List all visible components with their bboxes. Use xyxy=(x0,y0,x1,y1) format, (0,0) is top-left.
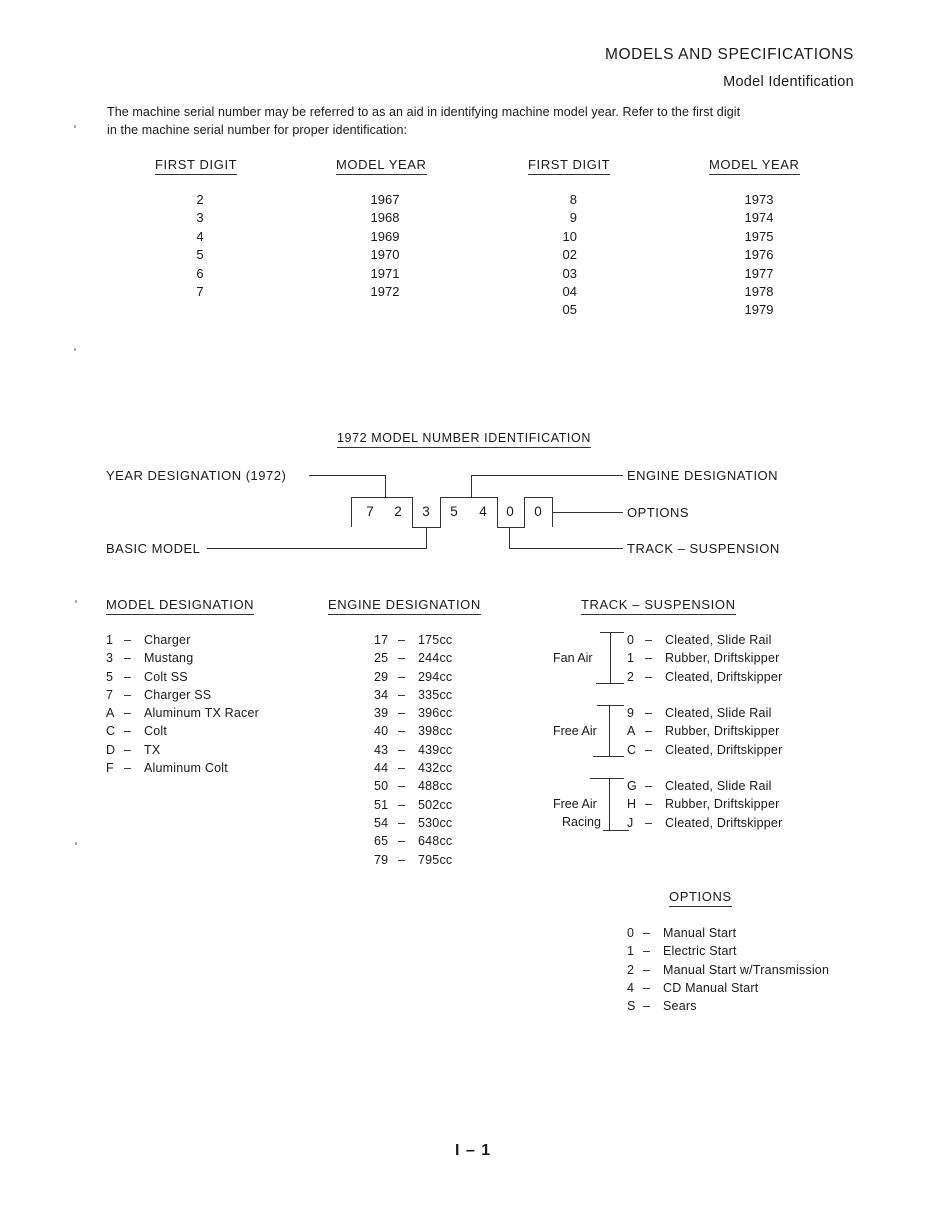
label-options: OPTIONS xyxy=(627,505,690,520)
item-dash: – xyxy=(645,669,653,684)
box-line xyxy=(497,497,498,528)
item-code: S xyxy=(627,999,636,1014)
table-cell: 1978 xyxy=(744,284,774,300)
list-item xyxy=(627,668,782,686)
leader-line xyxy=(471,475,623,476)
item-cc: 795cc xyxy=(418,852,453,867)
item-desc: Cleated, Driftskipper xyxy=(665,742,783,757)
table-cell: 02 xyxy=(562,247,577,263)
item-dash: – xyxy=(124,687,132,702)
left-year-column xyxy=(360,191,410,301)
item-dash: – xyxy=(643,926,651,940)
list-item xyxy=(106,704,259,722)
scan-speck xyxy=(74,125,76,128)
right-digit-column xyxy=(545,191,577,320)
list-item xyxy=(627,722,782,740)
model-digit: 4 xyxy=(479,504,487,519)
table-cell: 10 xyxy=(562,228,577,244)
item-dash: – xyxy=(645,651,653,666)
list-item xyxy=(627,649,782,667)
box-line xyxy=(351,497,413,498)
bracket-line xyxy=(590,778,624,779)
bracket-line xyxy=(610,632,611,683)
list-item xyxy=(627,704,782,722)
bracket-line xyxy=(597,705,624,706)
list-item xyxy=(374,631,452,649)
list-item xyxy=(374,704,452,722)
list-item xyxy=(374,668,452,686)
item-code: 0 xyxy=(627,926,635,940)
table-cell: 9 xyxy=(569,210,577,226)
engine-designation-title: ENGINE DESIGNATION xyxy=(328,597,481,615)
list-item xyxy=(106,631,259,649)
table-cell: 8 xyxy=(569,192,577,207)
list-item xyxy=(374,796,452,814)
item-code: 1 xyxy=(106,633,114,647)
list-item xyxy=(627,795,782,813)
list-item xyxy=(627,924,829,942)
bracket-line xyxy=(609,705,610,756)
table-cell: 1968 xyxy=(370,210,400,226)
list-item xyxy=(627,741,782,759)
item-desc: Electric Start xyxy=(663,944,737,959)
item-code: G xyxy=(627,779,637,793)
item-code: A xyxy=(106,706,115,721)
leader-line xyxy=(309,475,386,476)
item-cc: 439cc xyxy=(418,742,453,757)
item-dash: – xyxy=(645,706,653,720)
item-cc: 294cc xyxy=(418,669,453,684)
list-item xyxy=(374,777,452,795)
list-item xyxy=(374,722,452,740)
item-dash: – xyxy=(645,815,653,830)
diagram-title: 1972 MODEL NUMBER IDENTIFICATION xyxy=(337,431,591,448)
group-label-2: Racing xyxy=(562,815,601,829)
item-desc: Cleated, Driftskipper xyxy=(665,669,783,684)
bracket-line xyxy=(593,756,624,757)
table-cell: 1972 xyxy=(370,284,400,300)
item-cc: 175cc xyxy=(418,633,453,647)
model-digit: 2 xyxy=(394,504,402,519)
list-item xyxy=(627,961,829,979)
table-cell: 3 xyxy=(196,210,204,226)
item-desc: Cleated, Slide Rail xyxy=(665,633,772,647)
item-code: 54 xyxy=(374,815,389,830)
table-header-first-digit-2: FIRST DIGIT xyxy=(528,157,610,175)
item-desc: Cleated, Slide Rail xyxy=(665,779,772,793)
item-dash: – xyxy=(398,834,406,849)
item-dash: – xyxy=(124,669,132,684)
leader-line xyxy=(426,527,427,549)
table-cell: 03 xyxy=(562,265,577,281)
options-list xyxy=(627,924,829,1015)
table-cell: 1971 xyxy=(370,265,400,281)
list-item xyxy=(627,979,829,997)
item-code: C xyxy=(627,742,637,757)
item-desc: Sears xyxy=(663,999,697,1014)
label-year-designation: YEAR DESIGNATION (1972) xyxy=(106,468,287,483)
list-item xyxy=(627,814,782,832)
item-desc: CD Manual Start xyxy=(663,980,759,995)
right-year-column xyxy=(734,191,784,320)
item-code: 2 xyxy=(627,962,635,977)
list-item xyxy=(627,997,829,1015)
item-dash: – xyxy=(398,779,406,794)
box-line xyxy=(524,497,553,498)
leader-line xyxy=(553,512,623,513)
list-item xyxy=(374,686,452,704)
table-cell: 1976 xyxy=(744,247,774,263)
page-title: MODELS AND SPECIFICATIONS xyxy=(605,46,854,63)
item-cc: 648cc xyxy=(418,834,453,849)
item-code: 34 xyxy=(374,687,389,702)
intro-line-2: in the machine serial number for proper identification: xyxy=(107,123,408,137)
item-code: 0 xyxy=(627,633,635,647)
item-code: 50 xyxy=(374,779,389,794)
box-line xyxy=(497,527,525,528)
list-item xyxy=(374,741,452,759)
item-code: 39 xyxy=(374,706,389,721)
leader-line xyxy=(207,548,427,549)
table-header-model-year-2: MODEL YEAR xyxy=(709,157,800,175)
box-line xyxy=(440,497,441,528)
label-basic-model: BASIC MODEL xyxy=(106,541,201,556)
list-item xyxy=(374,814,452,832)
item-desc: Rubber, Driftskipper xyxy=(665,651,780,666)
item-name: Charger xyxy=(144,633,191,647)
table-cell: 1970 xyxy=(370,247,400,263)
item-cc: 530cc xyxy=(418,815,453,830)
table-cell: 5 xyxy=(196,247,204,263)
item-code: H xyxy=(627,797,637,812)
list-item xyxy=(627,777,782,795)
intro-paragraph xyxy=(107,103,740,139)
leader-line xyxy=(509,527,510,549)
item-name: Colt SS xyxy=(144,669,188,684)
options-title: OPTIONS xyxy=(669,889,732,907)
table-cell: 1974 xyxy=(744,210,774,226)
page-subtitle: Model Identification xyxy=(723,74,854,90)
table-cell: 1977 xyxy=(744,265,774,281)
group-label: Free Air xyxy=(553,797,597,811)
list-item xyxy=(106,741,259,759)
track-suspension-title: TRACK – SUSPENSION xyxy=(581,597,736,615)
item-dash: – xyxy=(643,980,651,995)
item-dash: – xyxy=(643,999,651,1014)
list-item xyxy=(627,631,782,649)
engine-designation-list xyxy=(374,631,452,869)
item-code: 29 xyxy=(374,669,389,684)
scan-speck xyxy=(75,600,77,603)
table-cell: 1973 xyxy=(744,192,774,207)
item-dash: – xyxy=(398,797,406,812)
bracket-line xyxy=(609,778,610,830)
item-cc: 488cc xyxy=(418,779,453,794)
leader-line xyxy=(385,475,386,497)
item-name: Charger SS xyxy=(144,687,212,702)
item-code: 3 xyxy=(106,651,114,666)
item-cc: 398cc xyxy=(418,724,453,739)
table-cell: 05 xyxy=(562,302,577,318)
item-dash: – xyxy=(398,815,406,830)
item-name: TX xyxy=(144,742,161,757)
table-cell: 1979 xyxy=(744,302,774,318)
item-dash: – xyxy=(124,706,132,721)
item-dash: – xyxy=(645,633,653,647)
intro-line-1: The machine serial number may be referred to as an aid in identifying machine model year. Refer to the first digit xyxy=(107,105,741,119)
item-dash: – xyxy=(398,651,406,666)
table-cell: 1967 xyxy=(370,192,400,207)
group-items xyxy=(627,704,782,759)
item-desc: Cleated, Driftskipper xyxy=(665,815,783,830)
table-cell: 6 xyxy=(196,265,204,281)
list-item xyxy=(106,759,259,777)
model-designation-title: MODEL DESIGNATION xyxy=(106,597,254,615)
list-item xyxy=(106,686,259,704)
table-cell: 4 xyxy=(196,228,204,244)
table-cell: 04 xyxy=(562,284,577,300)
item-desc: Cleated, Slide Rail xyxy=(665,706,772,720)
item-name: Mustang xyxy=(144,651,194,666)
item-code: 17 xyxy=(374,633,389,647)
item-code: A xyxy=(627,724,636,739)
list-item xyxy=(374,832,452,850)
item-code: 65 xyxy=(374,834,389,849)
item-dash: – xyxy=(398,687,406,702)
scan-speck xyxy=(75,842,77,845)
item-dash: – xyxy=(398,742,406,757)
model-digit: 0 xyxy=(506,504,514,519)
group-label: Free Air xyxy=(553,724,597,738)
page-number: I – 1 xyxy=(455,1142,492,1159)
model-digit: 0 xyxy=(534,504,542,519)
bracket-line xyxy=(600,632,624,633)
box-line xyxy=(412,497,413,527)
item-dash: – xyxy=(645,742,653,757)
group-items xyxy=(627,631,782,686)
item-name: Colt xyxy=(144,724,168,739)
list-item xyxy=(106,722,259,740)
table-cell: 2 xyxy=(196,192,204,207)
item-cc: 335cc xyxy=(418,687,453,702)
item-cc: 396cc xyxy=(418,706,453,721)
item-desc: Rubber, Driftskipper xyxy=(665,797,780,812)
item-dash: – xyxy=(398,724,406,739)
list-item xyxy=(374,851,452,869)
item-cc: 502cc xyxy=(418,797,453,812)
item-dash: – xyxy=(398,706,406,721)
item-dash: – xyxy=(124,651,132,666)
list-item xyxy=(106,668,259,686)
item-code: 43 xyxy=(374,742,389,757)
item-code: 9 xyxy=(627,706,635,720)
item-name: Aluminum TX Racer xyxy=(144,706,260,721)
label-engine-designation: ENGINE DESIGNATION xyxy=(627,468,779,483)
bracket-line xyxy=(603,830,629,831)
list-item xyxy=(374,759,452,777)
group-label: Fan Air xyxy=(553,651,593,665)
item-code: 1 xyxy=(627,651,635,666)
table-cell: 1969 xyxy=(370,228,400,244)
list-item xyxy=(627,942,829,960)
item-cc: 432cc xyxy=(418,761,453,776)
item-code: 1 xyxy=(627,944,635,959)
scan-speck xyxy=(74,348,76,351)
item-code: 25 xyxy=(374,651,389,666)
item-dash: – xyxy=(645,779,653,793)
item-dash: – xyxy=(398,761,406,776)
left-digit-column xyxy=(185,191,215,301)
item-dash: – xyxy=(398,633,406,647)
model-digit: 5 xyxy=(450,504,458,519)
item-dash: – xyxy=(643,944,651,959)
leader-line xyxy=(471,475,472,497)
item-dash: – xyxy=(124,742,132,757)
item-desc: Manual Start w/Transmission xyxy=(663,962,830,977)
model-digit: 7 xyxy=(366,504,374,519)
item-code: 79 xyxy=(374,852,389,867)
list-item xyxy=(106,649,259,667)
item-code: J xyxy=(627,815,634,830)
item-dash: – xyxy=(398,669,406,684)
table-header-model-year-1: MODEL YEAR xyxy=(336,157,427,175)
bracket-line xyxy=(596,683,624,684)
item-dash: – xyxy=(645,797,653,812)
table-cell: 7 xyxy=(196,284,204,300)
item-code: 51 xyxy=(374,797,389,812)
box-line xyxy=(524,497,525,528)
item-code: 40 xyxy=(374,724,389,739)
item-code: 4 xyxy=(627,980,635,995)
label-track-suspension: TRACK – SUSPENSION xyxy=(627,541,780,556)
item-dash: – xyxy=(643,962,651,977)
group-items xyxy=(627,777,782,832)
item-dash: – xyxy=(645,724,653,739)
model-designation-list xyxy=(106,631,259,777)
item-name: Aluminum Colt xyxy=(144,761,228,776)
item-dash: – xyxy=(398,852,406,867)
item-code: C xyxy=(106,724,116,739)
item-cc: 244cc xyxy=(418,651,453,666)
item-code: 2 xyxy=(627,669,635,684)
item-desc: Rubber, Driftskipper xyxy=(665,724,780,739)
item-dash: – xyxy=(124,761,132,776)
item-code: D xyxy=(106,742,116,757)
box-line xyxy=(351,497,352,527)
item-dash: – xyxy=(124,724,132,739)
item-code: F xyxy=(106,761,114,776)
table-header-first-digit-1: FIRST DIGIT xyxy=(155,157,237,175)
leader-line xyxy=(509,548,623,549)
list-item xyxy=(374,649,452,667)
item-code: 5 xyxy=(106,669,114,684)
model-digit: 3 xyxy=(422,504,430,519)
item-dash: – xyxy=(124,633,132,647)
item-desc: Manual Start xyxy=(663,926,737,940)
item-code: 44 xyxy=(374,761,389,776)
item-code: 7 xyxy=(106,687,114,702)
box-line xyxy=(440,497,498,498)
table-cell: 1975 xyxy=(744,228,774,244)
